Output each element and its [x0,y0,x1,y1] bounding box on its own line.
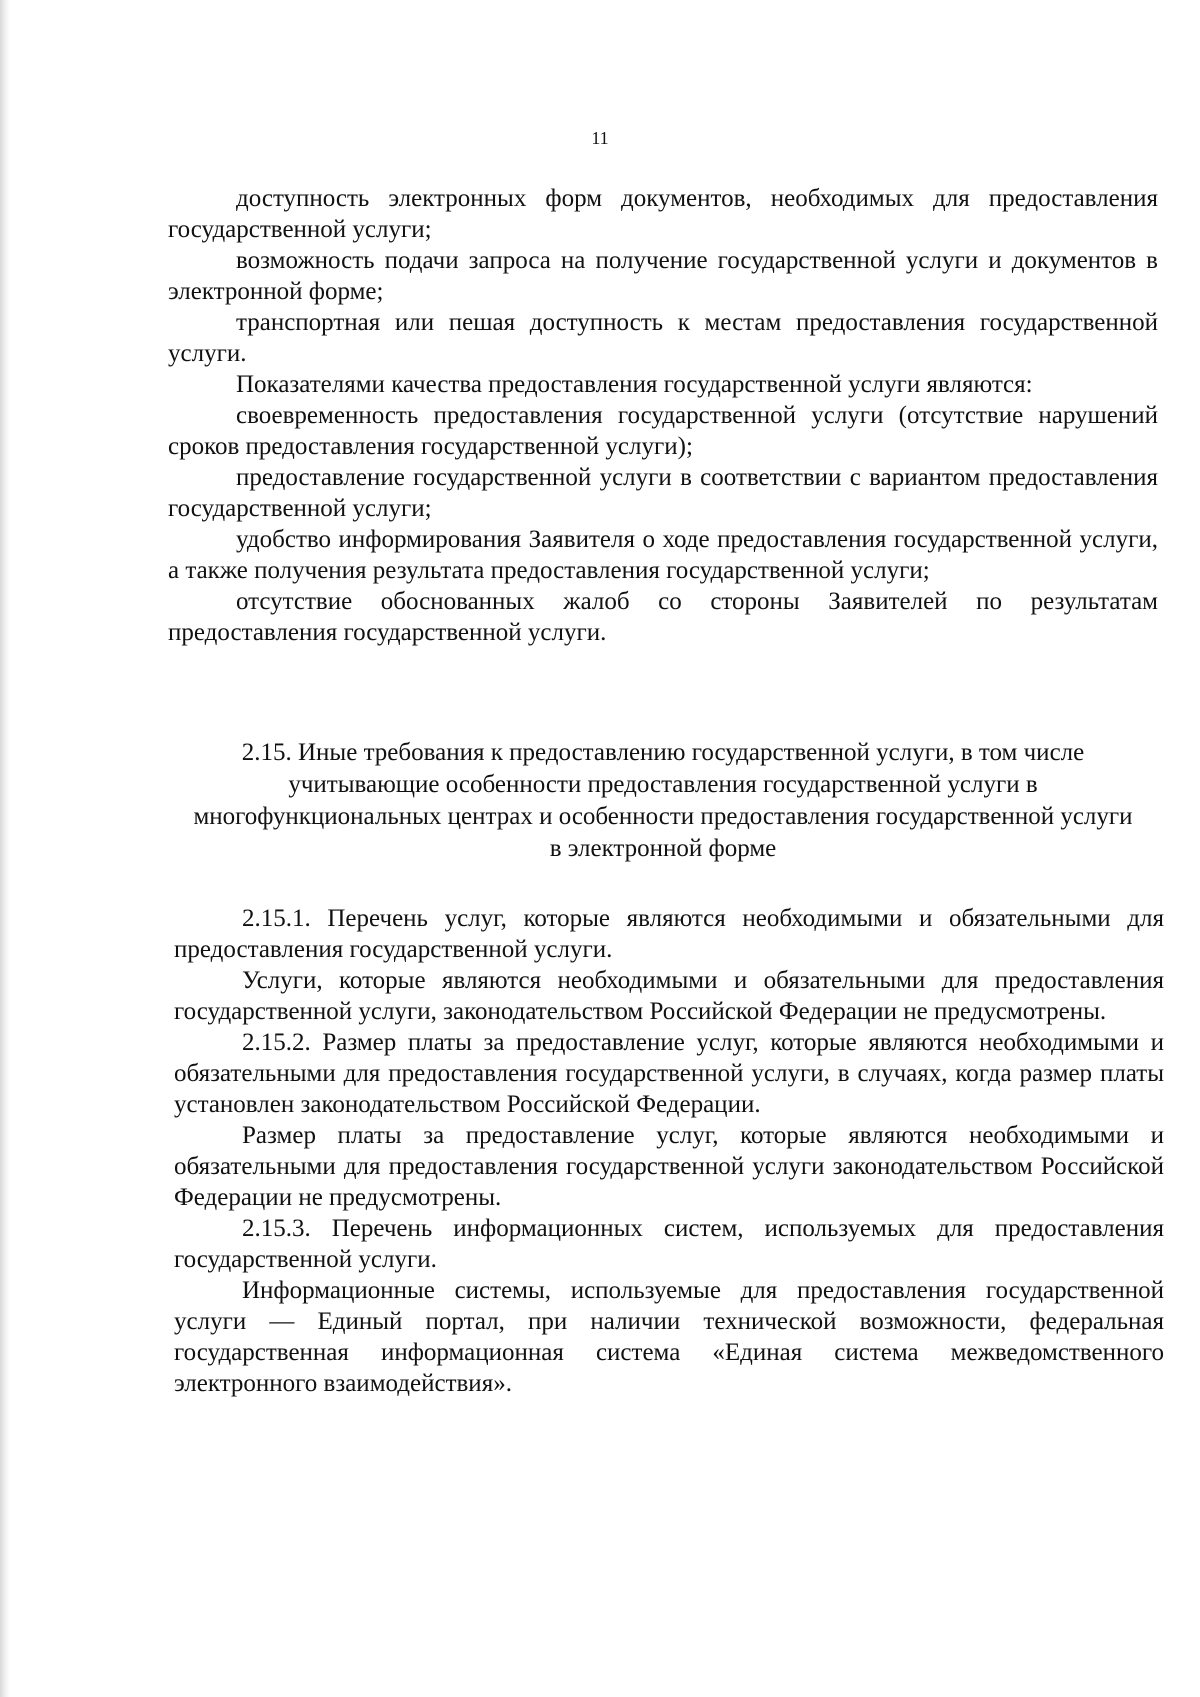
paragraph: доступность электронных форм документов, необходимых для предоставления государственной услуги; [168,185,1158,243]
paragraph: отсутствие обоснованных жалоб со стороны Заявителей по результатам предоставления государственной услуги. [168,588,1158,646]
page-number: 11 [591,128,609,148]
paragraph: Информационные системы, используемые для предоставления государственной услуги — Единый портал, при наличии технической возможности, федеральная государственная информационная система «Единая система межведомственного электронного взаимодействия». [174,1277,1164,1397]
paragraph: транспортная или пешая доступность к местам предоставления государственной услуги. [168,309,1158,367]
scan-edge-artifact [0,0,10,1697]
section-heading [168,737,1158,865]
paragraph: своевременность предоставления государственной услуги (отсутствие нарушений сроков предоставления государственной услуги); [168,402,1158,460]
other-requirements-block [174,903,1164,1399]
paragraph: предоставление государственной услуги в соответствии с вариантом предоставления государственной услуги; [168,464,1158,522]
section-heading-text: 2.15. Иные требования к предоставлению государственной услуги, в том числе учитывающие особенности предоставления государственной услуги в многофункциональных центрах и особенности предоставления государственной услуги в электронной форме [193,739,1133,862]
paragraph: 2.15.2. Размер платы за предоставление услуг, которые являются необходимыми и обязательными для предоставления государственной услуги, в случаях, когда размер платы установлен законодательством Российской Федерации. [174,1029,1164,1118]
paragraph: Показателями качества предоставления государственной услуги являются: [236,371,1033,398]
paragraph: 2.15.3. Перечень информационных систем, используемых для предоставления государственной услуги. [174,1215,1164,1273]
paragraph: удобство информирования Заявителя о ходе предоставления государственной услуги, а также получения результата предоставления государственной услуги; [168,526,1158,584]
paragraph: Размер платы за предоставление услуг, которые являются необходимыми и обязательными для предоставления государственной услуги законодательством Российской Федерации не предусмотрены. [174,1122,1164,1211]
paragraph: возможность подачи запроса на получение государственной услуги и документов в электронной форме; [168,247,1158,305]
paragraph: Услуги, которые являются необходимыми и обязательными для предоставления государственной услуги, законодательством Российской Федерации не предусмотрены. [174,967,1164,1025]
quality-indicators-block [168,183,1158,648]
paragraph: 2.15.1. Перечень услуг, которые являются необходимыми и обязательными для предоставления государственной услуги. [174,905,1164,963]
